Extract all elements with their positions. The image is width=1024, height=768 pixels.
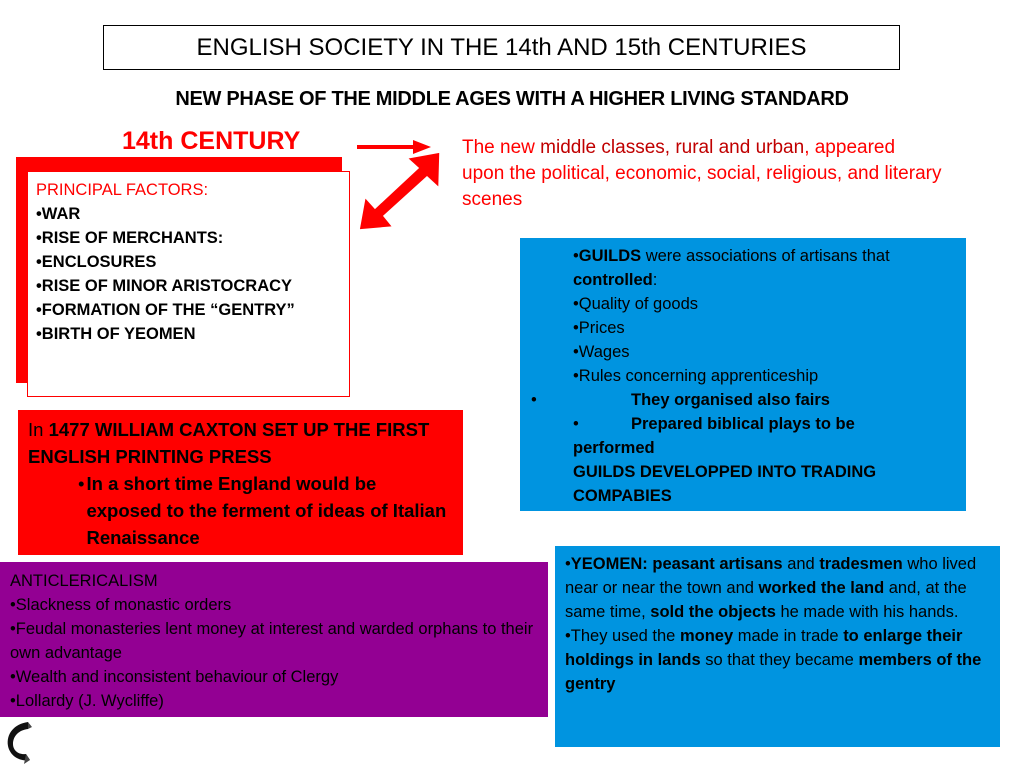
factor-item: •FORMATION OF THE “GENTRY” — [36, 301, 295, 319]
guilds-item: •Wages — [573, 343, 630, 361]
caxton-main: In 1477 WILLIAM CAXTON SET UP THE FIRST ENGLISH PRINTING PRESS — [28, 419, 430, 467]
guilds-box — [520, 238, 966, 511]
guilds-line-1: •GUILDS were associations of artisans that — [573, 247, 890, 265]
principal-factors-box — [27, 171, 350, 397]
century-heading: 14th CENTURY — [122, 127, 301, 155]
guilds-plays-line: • Prepared biblical plays to be — [573, 415, 855, 433]
factor-item: •BIRTH OF YEOMEN — [36, 325, 196, 343]
guilds-item: •Quality of goods — [573, 295, 699, 313]
guilds-plays-line-2: performed — [573, 439, 655, 457]
factor-item: •WAR — [36, 205, 81, 223]
guilds-line-2: controlled: — [573, 271, 658, 289]
anticlericalism-item: •Lollardy (J. Wycliffe) — [10, 692, 164, 710]
caxton-sub: • In a short time England would be exposed to the ferment of ideas of Italian Renaissance — [78, 473, 447, 548]
new-classes-bold: middle classes, rural and urban — [540, 137, 805, 158]
anticlericalism-item: •Slackness of monastic orders — [10, 596, 232, 614]
anticlericalism-box — [0, 562, 548, 717]
yeomen-box — [555, 546, 1000, 747]
title-box — [103, 25, 900, 70]
anticlericalism-item: •Wealth and inconsistent behaviour of Clergy — [10, 668, 339, 686]
page-title: ENGLISH SOCIETY IN THE 14th AND 15th CENTURIES — [196, 33, 807, 61]
anticlericalism-heading: ANTICLERICALISM — [10, 572, 158, 590]
yeomen-paragraph-1: •YEOMEN: peasant artisans and tradesmen who lived near or near the town and worked the land and, at the same time, sold the objects he made with his hands. — [565, 555, 977, 621]
new-classes-text — [462, 135, 942, 213]
guilds-fairs-line: • They organised also fairs — [531, 391, 830, 409]
return-icon[interactable] — [2, 718, 36, 766]
subtitle: NEW PHASE OF THE MIDDLE AGES WITH A HIGHER LIVING STANDARD — [175, 88, 849, 110]
new-classes-pre: The new — [462, 137, 541, 158]
guilds-trading-line-1: GUILDS DEVELOPPED INTO TRADING — [573, 463, 877, 481]
factors-heading: PRINCIPAL FACTORS: — [36, 181, 209, 199]
caxton-box — [18, 410, 463, 555]
guilds-item: •Prices — [573, 319, 625, 337]
double-arrow-icon — [355, 150, 445, 235]
factor-item: •RISE OF MERCHANTS: — [36, 229, 224, 247]
anticlericalism-item: •Feudal monasteries lent money at interest and warded orphans to their own advantage — [10, 620, 534, 662]
yeomen-paragraph-2: •They used the money made in trade to enlarge their holdings in lands so that they became members of the gentry — [565, 627, 982, 693]
factor-item: •ENCLOSURES — [36, 253, 157, 271]
new-classes-post: , appeared upon the political, economic, social, religious, and literary scenes — [462, 137, 942, 210]
guilds-item: •Rules concerning apprenticeship — [573, 367, 819, 385]
guilds-trading-line-2: COMPABIES — [573, 487, 672, 505]
factor-item: •RISE OF MINOR ARISTOCRACY — [36, 277, 293, 295]
